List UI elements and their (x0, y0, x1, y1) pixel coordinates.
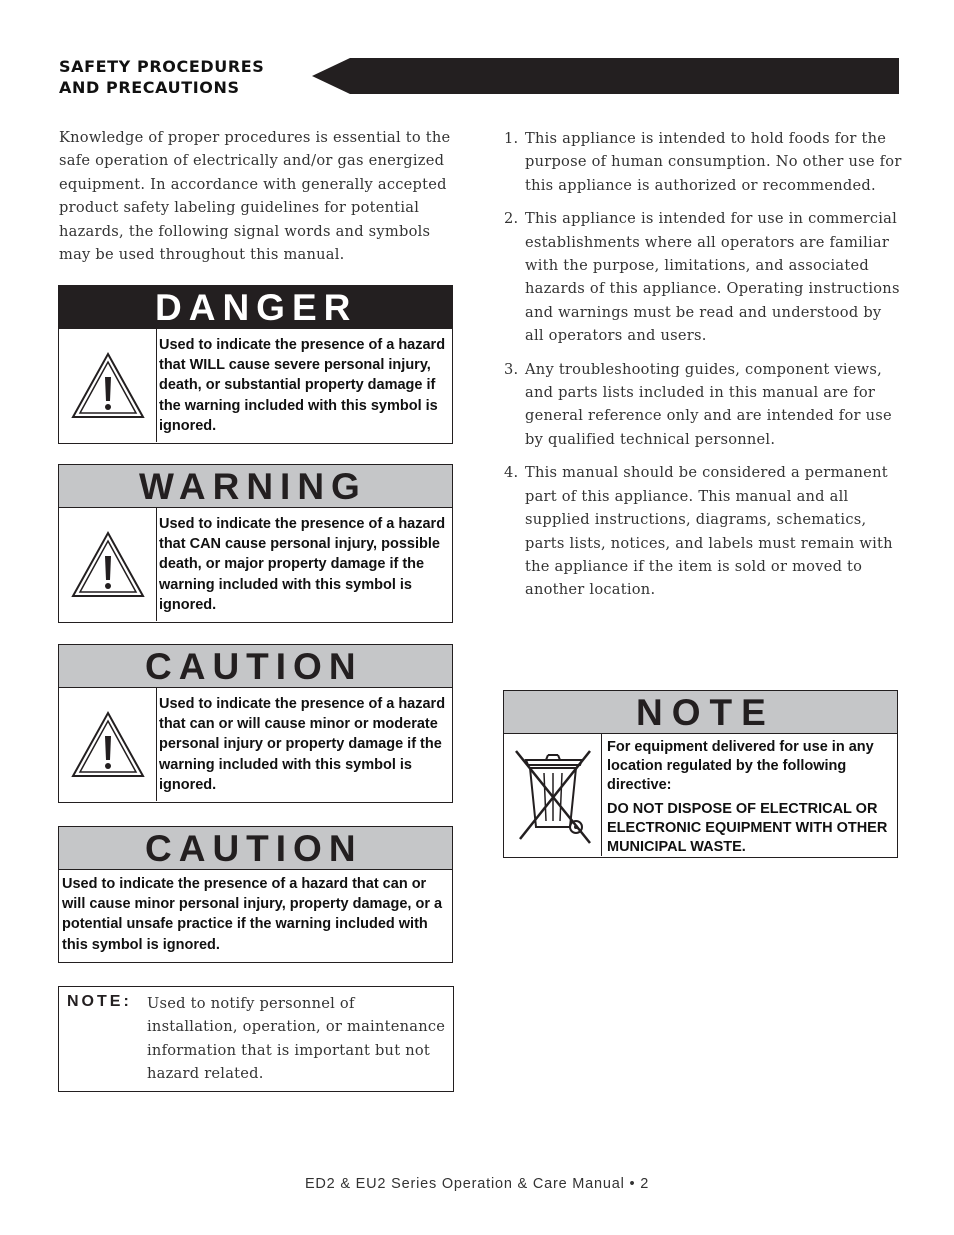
list-item: 2. This appliance is intended for use in commercial establishments where all operators are familiar with the purpose, limitations, and associated hazards of this appliance. Operating instructions and warnings must be read and understood by all operators and users. (504, 210, 900, 345)
danger-box (58, 285, 453, 444)
caution-no-symbol-box (58, 826, 453, 963)
caution-heading: CAUTION (59, 827, 452, 870)
section-title (59, 56, 264, 98)
caution-no-symbol-description: Used to indicate the presence of a hazard that can or will cause minor personal injury, property damage, or a potential unsafe practice if the warning included with this symbol is ignored. (62, 876, 443, 953)
note-weee-box (503, 690, 898, 858)
note-weee-intro: For equipment delivered for use in any location regulated by the following directive: (607, 739, 874, 793)
note-definition-box (58, 986, 454, 1092)
warning-box (58, 464, 453, 623)
note-weee-directive: DO NOT DISPOSE OF ELECTRICAL OR ELECTRONIC EQUIPMENT WITH OTHER MUNICIPAL WASTE. (607, 801, 888, 855)
note-description: Used to notify personnel of installation, operation, or maintenance information that is important but not hazard related. (147, 995, 446, 1083)
danger-heading: DANGER (59, 286, 452, 329)
caution-box (58, 644, 453, 803)
note-label: NOTE: (67, 993, 132, 1010)
section-title-line2: AND PRECAUTIONS (59, 78, 240, 97)
caution-heading: CAUTION (59, 645, 452, 688)
footer-text: ED2 & EU2 Series Operation & Care Manual • 2 (304, 1176, 650, 1192)
header-bar (312, 58, 899, 94)
warning-heading: WARNING (59, 465, 452, 508)
list-item: 1. This appliance is intended to hold foods for the purpose of human consumption. No other use for this appliance is authorized or recommended. (504, 130, 902, 194)
section-title-line1: SAFETY PROCEDURES (59, 57, 265, 76)
list-item: 3. Any troubleshooting guides, component views, and parts lists included in this manual are for general reference only and are intended for use by qualified technical personnel. (504, 360, 892, 448)
intro-paragraph: Knowledge of proper procedures is essential to the safe operation of electrically and/or gas energized equipment. In accordance with generally accepted product safety labeling guidelines for potential hazards, the following signal words and symbols may be used throughout this manual. (59, 129, 451, 264)
list-item: 4. This manual should be considered a permanent part of this appliance. This manual and all supplied instructions, diagrams, schematics, parts lists, notices, and labels must remain with the appliance if the item is sold or moved to another location. (504, 464, 893, 599)
note-weee-text (602, 734, 897, 856)
warning-triangle-icon (59, 508, 157, 621)
warning-triangle-icon (59, 688, 157, 801)
page-footer (0, 1176, 954, 1192)
warning-description: Used to indicate the presence of a hazard that CAN cause personal injury, possible death, or major property damage if the warning included with this symbol is ignored. (159, 516, 446, 613)
danger-description: Used to indicate the presence of a hazard that WILL cause severe personal injury, death, or substantial property damage if the warning included with this symbol is ignored. (159, 337, 446, 434)
note-heading: NOTE (504, 691, 897, 734)
warning-triangle-icon (59, 329, 157, 442)
crossed-out-wheelie-bin-icon (504, 734, 602, 856)
safety-list (504, 127, 904, 612)
caution-description: Used to indicate the presence of a hazard that can or will cause minor or moderate personal injury or property damage if the warning included with this symbol is ignored. (159, 696, 446, 793)
